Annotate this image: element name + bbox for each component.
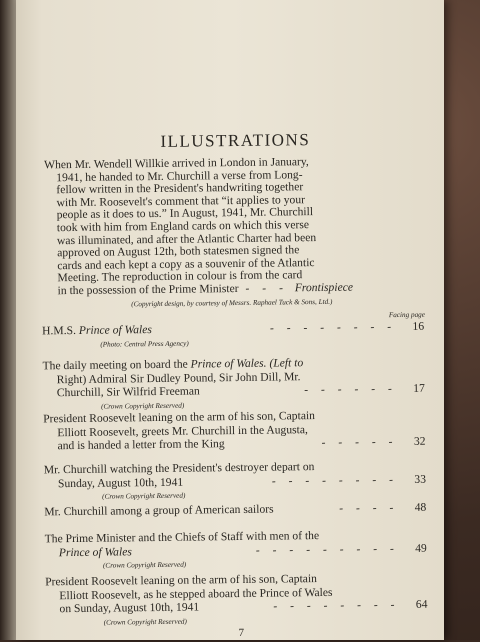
entry-italic: Prince of Wales. (Left to xyxy=(190,356,304,371)
credit-note: (Crown Copyright Reserved) xyxy=(100,401,185,411)
entry-text: Churchill, Sir Wilfrid Freeman xyxy=(56,384,200,400)
leader-dashes: - - - - - - - - - xyxy=(255,541,399,557)
credit-note: (Crown Copyright Reserved) xyxy=(102,560,187,570)
credit-note: (Crown Copyright Reserved) xyxy=(102,491,186,501)
caption-line: was illuminated, and after the Atlantic Charter had been xyxy=(56,230,317,247)
facing-page-label: Facing page xyxy=(388,310,425,320)
leader-dashes: - - - - - - xyxy=(304,382,397,397)
leader-dashes: - - - xyxy=(245,281,288,295)
illustration-entry xyxy=(43,408,425,453)
entry-text: President Roosevelt leaning on the arm of his son, Captain xyxy=(45,572,318,589)
entry-text: Mr. Churchill among a group of American sailors xyxy=(44,502,274,519)
leader-dashes: - - - - - xyxy=(321,435,398,450)
illustration-entry xyxy=(42,355,425,415)
leader-dashes: - - - - - - - - xyxy=(271,472,399,488)
caption-line: with Mr. Roosevelt's comment that “it applies to your xyxy=(56,192,306,209)
caption-line: in the possession of the Prime Minister xyxy=(57,281,239,298)
illustration-entry xyxy=(45,528,427,574)
page-ref: 17 xyxy=(413,381,425,396)
page-ref: 49 xyxy=(415,541,427,555)
entry-text: Elliott Roosevelt, greets Mr. Churchill in the Augusta, xyxy=(57,422,308,439)
page-ref: 33 xyxy=(414,472,427,486)
illustration-entry xyxy=(44,459,426,505)
leader-dashes: - - - - - - - - xyxy=(273,598,400,613)
book-page xyxy=(16,0,444,640)
credit-note: (Photo: Central Press Agency) xyxy=(100,339,189,349)
entry-text: Right) Admiral Sir Dudley Pound, Sir John Dill, Mr. xyxy=(56,369,301,386)
caption-line: 1941, he handed to Mr. Churchill a verse from Long- xyxy=(56,167,303,184)
entry-text: and is handed a letter from the King xyxy=(57,437,225,453)
frontispiece-caption xyxy=(44,155,418,312)
entry-text: The Prime Minister and the Chiefs of Staff with men of the xyxy=(44,529,320,546)
caption-line: approved on August 12th, both statesmen signed the xyxy=(57,243,300,260)
page-ref: 48 xyxy=(414,500,427,514)
entry-text: President Roosevelt leaning on the arm of his son, Captain xyxy=(43,409,316,426)
entry-italic: Prince of Wales xyxy=(78,323,152,337)
entry-text: on Sunday, August 10th, 1941 xyxy=(59,600,200,616)
entry-text: Mr. Churchill watching the President's destroyer depart on xyxy=(43,460,315,477)
credit-note: (Crown Copyright Reserved) xyxy=(103,617,187,627)
illustration-entry xyxy=(42,320,424,353)
caption-line: people as it does to us.” In August, 1941, Mr. Churchill xyxy=(56,205,314,222)
page-ref: 64 xyxy=(415,597,428,612)
caption-line: took with him from England cards on which this verse xyxy=(56,218,310,235)
copyright-note: (Copyright design, by courtesy of Messrs. Raphael Tuck & Sons, Ltd.) xyxy=(131,297,333,308)
entry-text: The daily meeting on board the xyxy=(42,357,191,373)
leader-dashes: - - - - - - - - xyxy=(269,320,397,335)
caption-line: When Mr. Wendell Willkie arrived in London in January, xyxy=(44,155,309,172)
entry-text: Sunday, August 10th, 1941 xyxy=(57,475,184,490)
page-ref: 16 xyxy=(412,319,425,333)
caption-line: Meeting. The reproduction in colour is from the card xyxy=(57,268,303,285)
entry-text: Elliott Roosevelt, as he stepped aboard the Prince of Wales xyxy=(59,585,333,602)
entry-text: H.M.S. xyxy=(42,323,79,338)
page-number: 7 xyxy=(238,626,245,640)
frontispiece-label: Frontispiece xyxy=(294,280,354,295)
caption-line: cards and each kept a copy as a souvenir of the Atlantic xyxy=(57,255,315,272)
caption-line: fellow written in the President's handwriting together xyxy=(56,180,304,197)
page-content xyxy=(36,0,439,642)
illustration-entry xyxy=(45,571,428,631)
page-ref: 32 xyxy=(413,434,426,449)
leader-dashes: - - - - xyxy=(339,501,399,515)
entry-italic: Prince of Wales xyxy=(58,544,132,559)
page-heading: ILLUSTRATIONS xyxy=(160,130,311,151)
